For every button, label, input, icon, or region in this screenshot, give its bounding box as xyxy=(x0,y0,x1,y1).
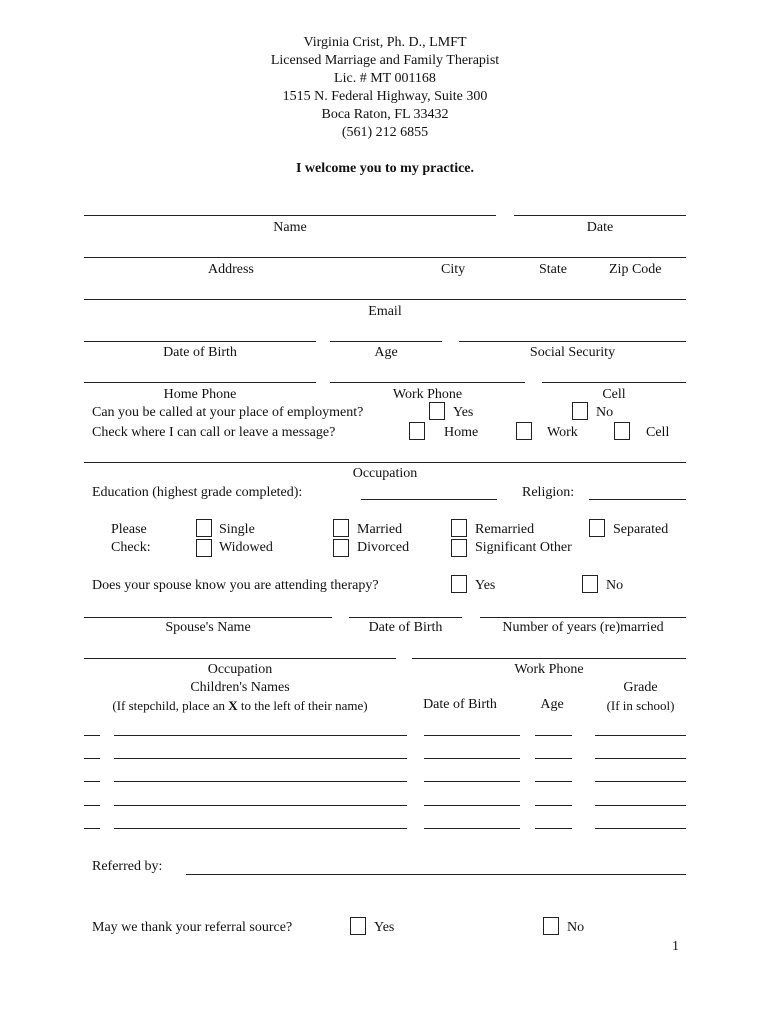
spouse-work-phone-field[interactable] xyxy=(412,658,686,659)
years-married-field[interactable] xyxy=(480,617,686,618)
state-label: State xyxy=(539,262,567,277)
stepchild-mark-field[interactable] xyxy=(84,758,100,759)
thank-referral-no-checkbox[interactable] xyxy=(543,917,559,935)
widowed-checkbox[interactable] xyxy=(196,539,212,557)
child-dob-field[interactable] xyxy=(424,828,520,829)
child-name-field[interactable] xyxy=(114,805,407,806)
age-field[interactable] xyxy=(330,341,442,342)
home-phone-field[interactable] xyxy=(84,382,316,383)
child-name-field[interactable] xyxy=(114,758,407,759)
dob-field[interactable] xyxy=(84,341,316,342)
called-at-work-no-label: No xyxy=(596,405,614,420)
page-number: 1 xyxy=(672,939,679,954)
child-age-label: Age xyxy=(540,697,564,712)
remarried-label: Remarried xyxy=(475,522,535,537)
spouse-dob-label: Date of Birth xyxy=(368,620,443,635)
divorced-label: Divorced xyxy=(357,540,410,555)
message-work-checkbox[interactable] xyxy=(516,422,532,440)
email-label: Email xyxy=(368,304,402,319)
spouse-occupation-label: Occupation xyxy=(207,662,273,677)
child-age-field[interactable] xyxy=(535,735,572,736)
work-phone-field[interactable] xyxy=(330,382,525,383)
cell-label: Cell xyxy=(602,387,626,402)
message-home-label: Home xyxy=(444,425,479,440)
spouse-know-question: Does your spouse know you are attending therapy? xyxy=(92,578,379,593)
education-label: Education (highest grade completed): xyxy=(92,485,303,500)
stepchild-note: (If stepchild, place an X to the left of their name) xyxy=(112,698,368,713)
child-age-field[interactable] xyxy=(535,828,572,829)
child-dob-field[interactable] xyxy=(424,781,520,782)
called-at-work-question: Can you be called at your place of employment? xyxy=(92,405,364,420)
address-field[interactable] xyxy=(84,257,686,258)
address-line-1: 1515 N. Federal Highway, Suite 300 xyxy=(282,89,488,104)
stepchild-mark-field[interactable] xyxy=(84,735,100,736)
date-label: Date xyxy=(586,220,614,235)
home-phone-label: Home Phone xyxy=(163,387,237,402)
spouse-know-no-label: No xyxy=(606,578,624,593)
zip-label: Zip Code xyxy=(609,262,662,277)
occupation-field[interactable] xyxy=(84,462,686,463)
widowed-label: Widowed xyxy=(219,540,273,555)
education-field[interactable] xyxy=(361,499,497,500)
spouse-know-no-checkbox[interactable] xyxy=(582,575,598,593)
child-name-field[interactable] xyxy=(114,828,407,829)
email-field[interactable] xyxy=(84,299,686,300)
child-grade-field[interactable] xyxy=(595,735,686,736)
cell-field[interactable] xyxy=(542,382,686,383)
significant-other-label: Significant Other xyxy=(475,540,572,555)
spouse-know-yes-label: Yes xyxy=(475,578,496,593)
therapist-name: Virginia Crist, Ph. D., LMFT xyxy=(303,35,467,50)
child-age-field[interactable] xyxy=(535,781,572,782)
check-label: Check: xyxy=(111,540,151,555)
city-label: City xyxy=(441,262,466,277)
significant-other-checkbox[interactable] xyxy=(451,539,467,557)
child-name-field[interactable] xyxy=(114,781,407,782)
married-label: Married xyxy=(357,522,403,537)
child-grade-field[interactable] xyxy=(595,758,686,759)
date-field[interactable] xyxy=(514,215,686,216)
thank-referral-question: May we thank your referral source? xyxy=(92,920,293,935)
work-phone-label: Work Phone xyxy=(392,387,463,402)
name-label: Name xyxy=(273,220,307,235)
spouse-occupation-field[interactable] xyxy=(84,658,396,659)
child-grade-field[interactable] xyxy=(595,781,686,782)
message-cell-label: Cell xyxy=(646,425,670,440)
spouse-work-phone-label: Work Phone xyxy=(514,662,584,677)
ssn-field[interactable] xyxy=(459,341,686,342)
religion-label: Religion: xyxy=(522,485,575,500)
name-field[interactable] xyxy=(84,215,496,216)
child-age-field[interactable] xyxy=(535,758,572,759)
married-checkbox[interactable] xyxy=(333,519,349,537)
grade-label: Grade xyxy=(623,680,658,695)
separated-checkbox[interactable] xyxy=(589,519,605,537)
child-grade-field[interactable] xyxy=(595,805,686,806)
divorced-checkbox[interactable] xyxy=(333,539,349,557)
ssn-label: Social Security xyxy=(529,345,616,360)
thank-referral-no-label: No xyxy=(567,920,585,935)
message-home-checkbox[interactable] xyxy=(409,422,425,440)
please-label: Please xyxy=(111,522,147,537)
children-names-label: Children's Names xyxy=(190,680,290,695)
thank-referral-yes-checkbox[interactable] xyxy=(350,917,366,935)
separated-label: Separated xyxy=(613,522,669,537)
spouse-name-label: Spouse's Name xyxy=(165,620,251,635)
leave-message-question: Check where I can call or leave a message? xyxy=(92,425,336,440)
spouse-name-field[interactable] xyxy=(84,617,332,618)
occupation-label: Occupation xyxy=(352,466,418,481)
remarried-checkbox[interactable] xyxy=(451,519,467,537)
stepchild-mark-field[interactable] xyxy=(84,828,100,829)
religion-field[interactable] xyxy=(589,499,686,500)
if-in-school-label: (If in school) xyxy=(606,698,675,713)
address-line-2: Boca Raton, FL 33432 xyxy=(321,107,449,122)
single-checkbox[interactable] xyxy=(196,519,212,537)
therapist-title: Licensed Marriage and Family Therapist xyxy=(270,53,500,68)
called-at-work-no-checkbox[interactable] xyxy=(572,402,588,420)
child-age-field[interactable] xyxy=(535,805,572,806)
message-cell-checkbox[interactable] xyxy=(614,422,630,440)
phone-number: (561) 212 6855 xyxy=(341,125,429,140)
called-at-work-yes-checkbox[interactable] xyxy=(429,402,445,420)
dob-label: Date of Birth xyxy=(163,345,237,360)
address-label: Address xyxy=(208,262,254,277)
referred-by-label: Referred by: xyxy=(92,859,163,874)
called-at-work-yes-label: Yes xyxy=(453,405,474,420)
child-dob-field[interactable] xyxy=(424,805,520,806)
stepchild-mark-field[interactable] xyxy=(84,805,100,806)
stepchild-mark-field[interactable] xyxy=(84,781,100,782)
thank-referral-yes-label: Yes xyxy=(374,920,395,935)
child-grade-field[interactable] xyxy=(595,828,686,829)
spouse-know-yes-checkbox[interactable] xyxy=(451,575,467,593)
spouse-dob-field[interactable] xyxy=(349,617,462,618)
referred-by-field[interactable] xyxy=(186,874,686,875)
age-label: Age xyxy=(374,345,398,360)
child-dob-field[interactable] xyxy=(424,758,520,759)
years-married-label: Number of years (re)married xyxy=(502,620,664,635)
single-label: Single xyxy=(219,522,255,537)
child-dob-field[interactable] xyxy=(424,735,520,736)
child-name-field[interactable] xyxy=(114,735,407,736)
child-dob-label: Date of Birth xyxy=(423,697,497,712)
license-number: Lic. # MT 001168 xyxy=(334,71,436,86)
message-work-label: Work xyxy=(547,425,578,440)
welcome-text: I welcome you to my practice. xyxy=(295,161,475,176)
